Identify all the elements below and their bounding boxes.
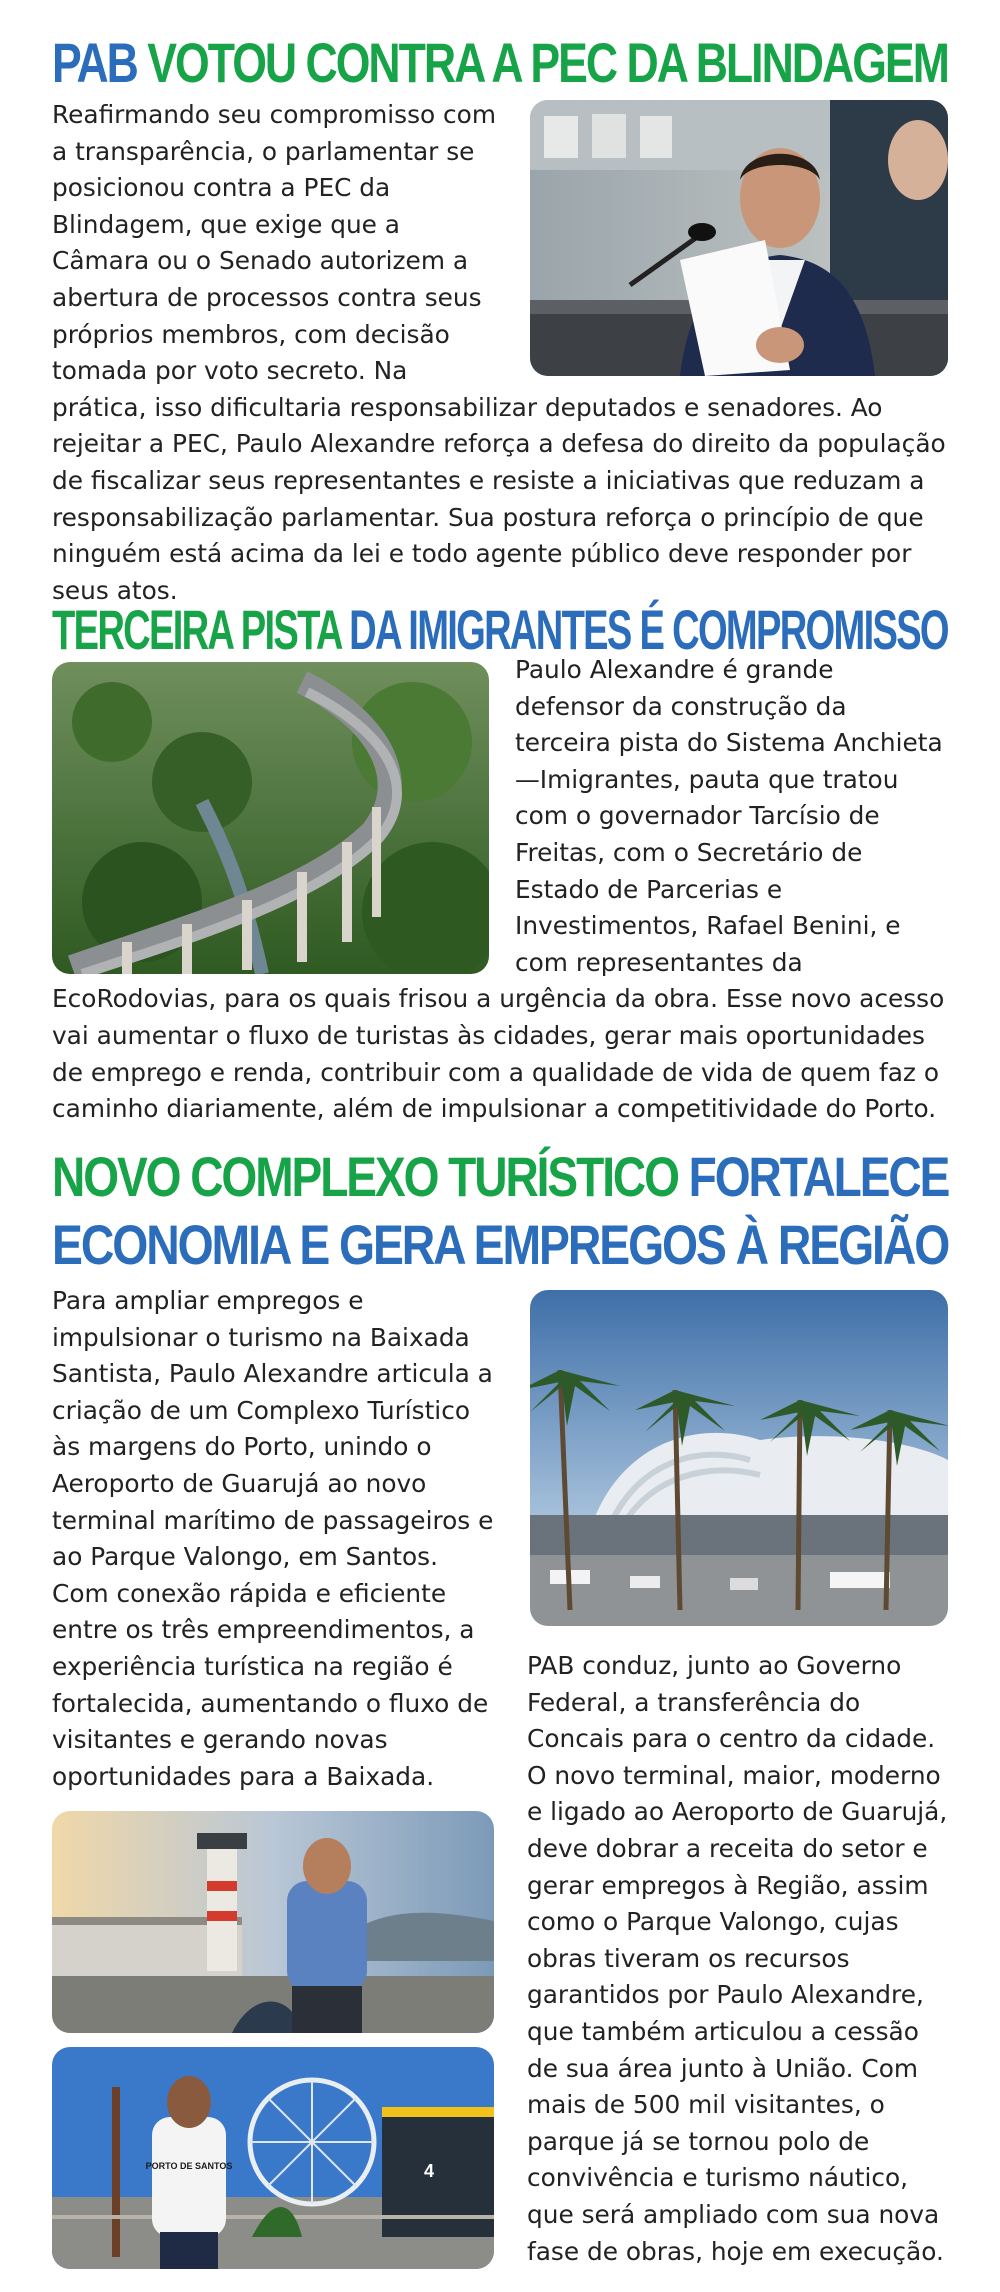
section-pec-text bbox=[52, 97, 948, 609]
highway-aerial-photo-icon bbox=[52, 662, 489, 974]
complexo-body-right: PAB conduz, junto ao Governo Federal, a transferência do Concais para o centro da cidade. O novo terminal, maior, moderno e ligado ao Aeroporto de Guarujá, deve dobrar a receita do setor e gerar empregos à Região, assim como o Parque Valongo, cujas obras tiveram os recursos garantidos por Paulo Alexandre, que também articulou a cessão de sua área junto à União. Com mais de 500 mil visitantes, o parque já se tornou polo de convivência e turismo náutico, que será ampliado com sua nova fase de obras, hoje em execução. bbox=[527, 1651, 948, 2266]
headline-pab: PAB bbox=[52, 31, 137, 94]
pec-body: Reafirmando seu compromisso com a transparência, o parlamentar se posicionou contra a PEC da Blindagem, que exige que a Câmara ou o Senado autorizem a abertura de processos contra seus próprios membros, com decisão tomada por voto secreto. Na prática, isso dificultaria responsabilizar deputados e senadores. Ao rejeitar a PEC, Paulo Alexandre reforça a defesa do direito da população de fiscalizar seus representantes e resiste a iniciativas que reduzam a responsabilização parlamentar. Sua postura reforça o princípio de que ninguém está acima da lei e todo agente público deve responder por seus atos. bbox=[52, 100, 946, 605]
headline-complexo-line1 bbox=[52, 1147, 948, 1207]
headline-novo-complexo: NOVO COMPLEXO TURÍSTICO bbox=[52, 1145, 678, 1208]
terminal-rendering-photo-icon bbox=[530, 1290, 948, 1626]
shirt-text: PORTO DE SANTOS bbox=[145, 2161, 233, 2171]
section-imigrantes-text bbox=[52, 652, 948, 1128]
headline-imigrantes: DA IMIGRANTES É COMPROMISSO bbox=[349, 598, 948, 661]
parque-valongo-photo-icon bbox=[52, 2047, 494, 2269]
headline-terceira: TERCEIRA PISTA bbox=[52, 598, 341, 661]
photo-imigrantes-highway bbox=[52, 662, 489, 974]
photo-pab-hearing bbox=[530, 100, 948, 376]
page bbox=[52, 0, 948, 2292]
photo-terminal-rendering bbox=[530, 1290, 948, 1626]
headline-terceira-pista bbox=[52, 600, 948, 660]
imigrantes-body: Paulo Alexandre é grande defensor da construção da terceira pista do Sistema Anchieta—Imigrantes, pauta que tratou com o governador Tarcísio de Freitas, com o Secretário de Estado de Parcerias e Investimentos, Rafael Benini, e com representantes da EcoRodovias, para os quais frisou a urgência da obra. Esse novo acesso vai aumentar o fluxo de turistas às cidades, gerar mais oportunidades de emprego e renda, contribuir com a qualidade de vida de quem faz o caminho diariamente, além de impulsionar a competitividade do Porto. bbox=[52, 655, 945, 1124]
complexo-body-left: Para ampliar empregos e impulsionar o turismo na Baixada Santista, Paulo Alexandre articula a criação de um Complexo Turístico às margens do Porto, unindo o Aeroporto de Guarujá ao novo terminal marítimo de passageiros e ao Parque Valongo, em Santos. Com conexão rápida e eficiente entre os três empreendimentos, a experiência turística na região é fortalecida, aumentando o fluxo de visitantes e gerando novas oportunidades para a Baixada. bbox=[52, 1286, 494, 1791]
headline-fortalece: FORTALECE bbox=[688, 1145, 949, 1208]
ferris-badge-number: 4 bbox=[424, 2161, 435, 2181]
pab-airport-photo-icon bbox=[52, 1811, 494, 2033]
headline-votou: VOTOU CONTRA A PEC DA BLINDAGEM bbox=[147, 31, 948, 94]
pab-hearing-photo-icon bbox=[530, 100, 948, 376]
headline-pec-blindagem bbox=[52, 33, 948, 93]
headline-complexo-line2: ECONOMIA E GERA EMPREGOS À REGIÃO bbox=[52, 1213, 949, 1276]
photo-pab-airport bbox=[52, 1811, 494, 2033]
photo-parque-valongo bbox=[52, 2047, 494, 2269]
